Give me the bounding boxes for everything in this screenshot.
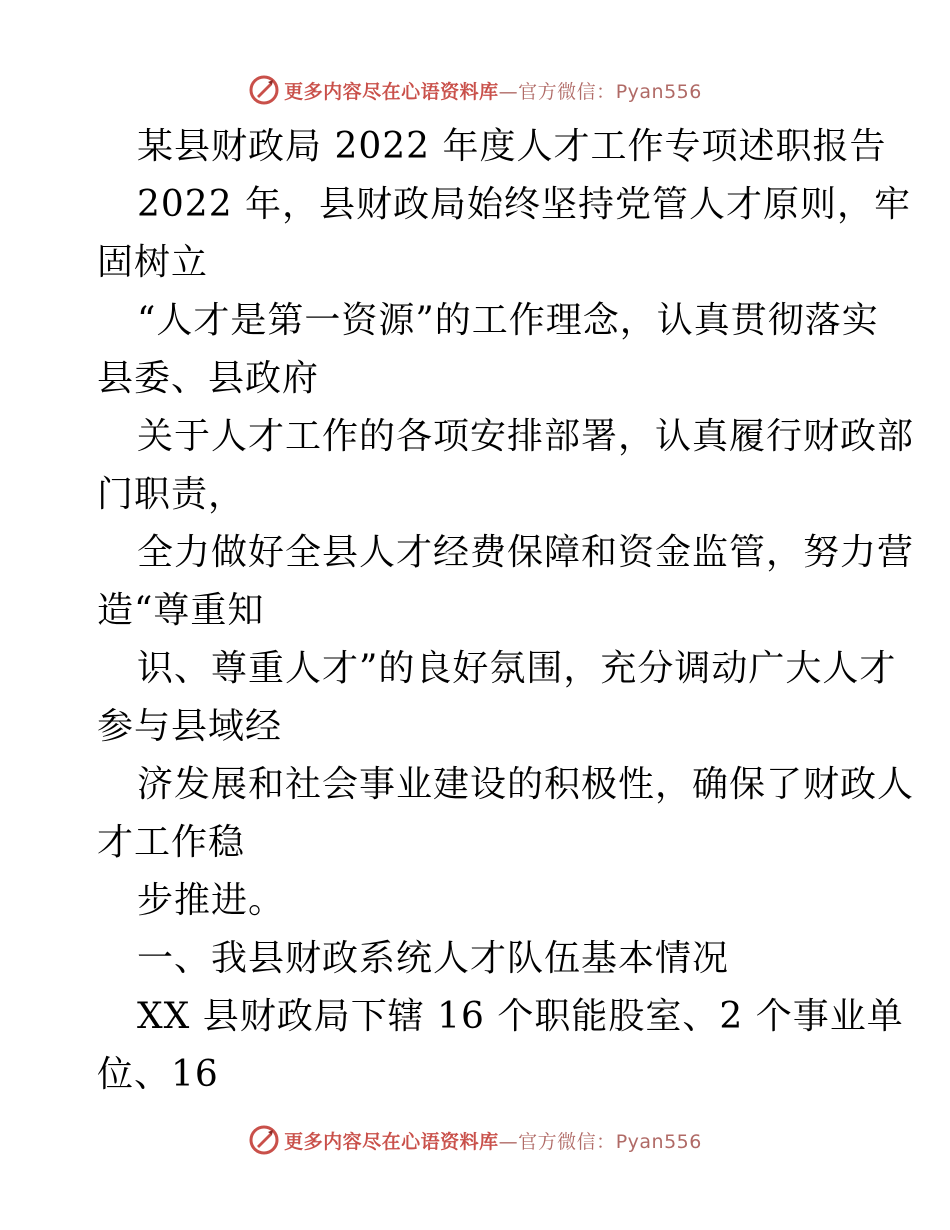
paragraph-line: 固树立 xyxy=(97,242,209,283)
paragraph-line: 步推进。 xyxy=(137,880,286,921)
quill-seal-icon xyxy=(248,74,280,106)
document-title: 某县财政局 2022 年度人才工作专项述职报告 xyxy=(137,126,887,167)
paragraph-line: 造“尊重知 xyxy=(97,590,265,631)
footer-watermark xyxy=(0,1120,950,1160)
paragraph-line: XX 县财政局下辖 16 个职能股室、2 个事业单 xyxy=(137,996,904,1037)
quill-seal-icon xyxy=(248,1124,280,1156)
paragraph-line: 识、尊重人才”的良好氛围，充分调动广大人才 xyxy=(137,648,897,689)
paragraph-line: 全力做好全县人才经费保障和资金监管，努力营 xyxy=(137,532,915,573)
document-body xyxy=(97,118,915,1104)
paragraph-line: 位、16 xyxy=(97,1054,219,1095)
watermark-separator: — xyxy=(498,1130,519,1153)
header-watermark xyxy=(0,70,950,110)
watermark-text xyxy=(284,77,702,104)
paragraph-line: 门职责， xyxy=(97,474,246,515)
watermark-text xyxy=(284,1127,702,1154)
watermark-wechat-id: Pyan556 xyxy=(615,1130,702,1153)
paragraph-line: 2022 年，县财政局始终坚持党管人才原则，牢 xyxy=(137,184,912,225)
watermark-wechat-label: 官方微信： xyxy=(518,1130,616,1153)
watermark-brand: 更多内容尽在心语资料库 xyxy=(284,80,499,103)
paragraph-line: “人才是第一资源”的工作理念，认真贯彻落实 xyxy=(137,300,879,341)
paragraph-line: 才工作稳 xyxy=(97,822,246,863)
section-heading: 一、我县财政系统人才队伍基本情况 xyxy=(137,938,730,979)
paragraph-line: 关于人才工作的各项安排部署，认真履行财政部 xyxy=(137,416,915,457)
watermark-separator: — xyxy=(498,80,519,103)
watermark-brand: 更多内容尽在心语资料库 xyxy=(284,1130,499,1153)
paragraph-line: 县委、县政府 xyxy=(97,358,320,399)
watermark-wechat-id: Pyan556 xyxy=(615,80,702,103)
paragraph-line: 济发展和社会事业建设的积极性，确保了财政人 xyxy=(137,764,915,805)
watermark-wechat-label: 官方微信： xyxy=(518,80,616,103)
paragraph-line: 参与县域经 xyxy=(97,706,283,747)
